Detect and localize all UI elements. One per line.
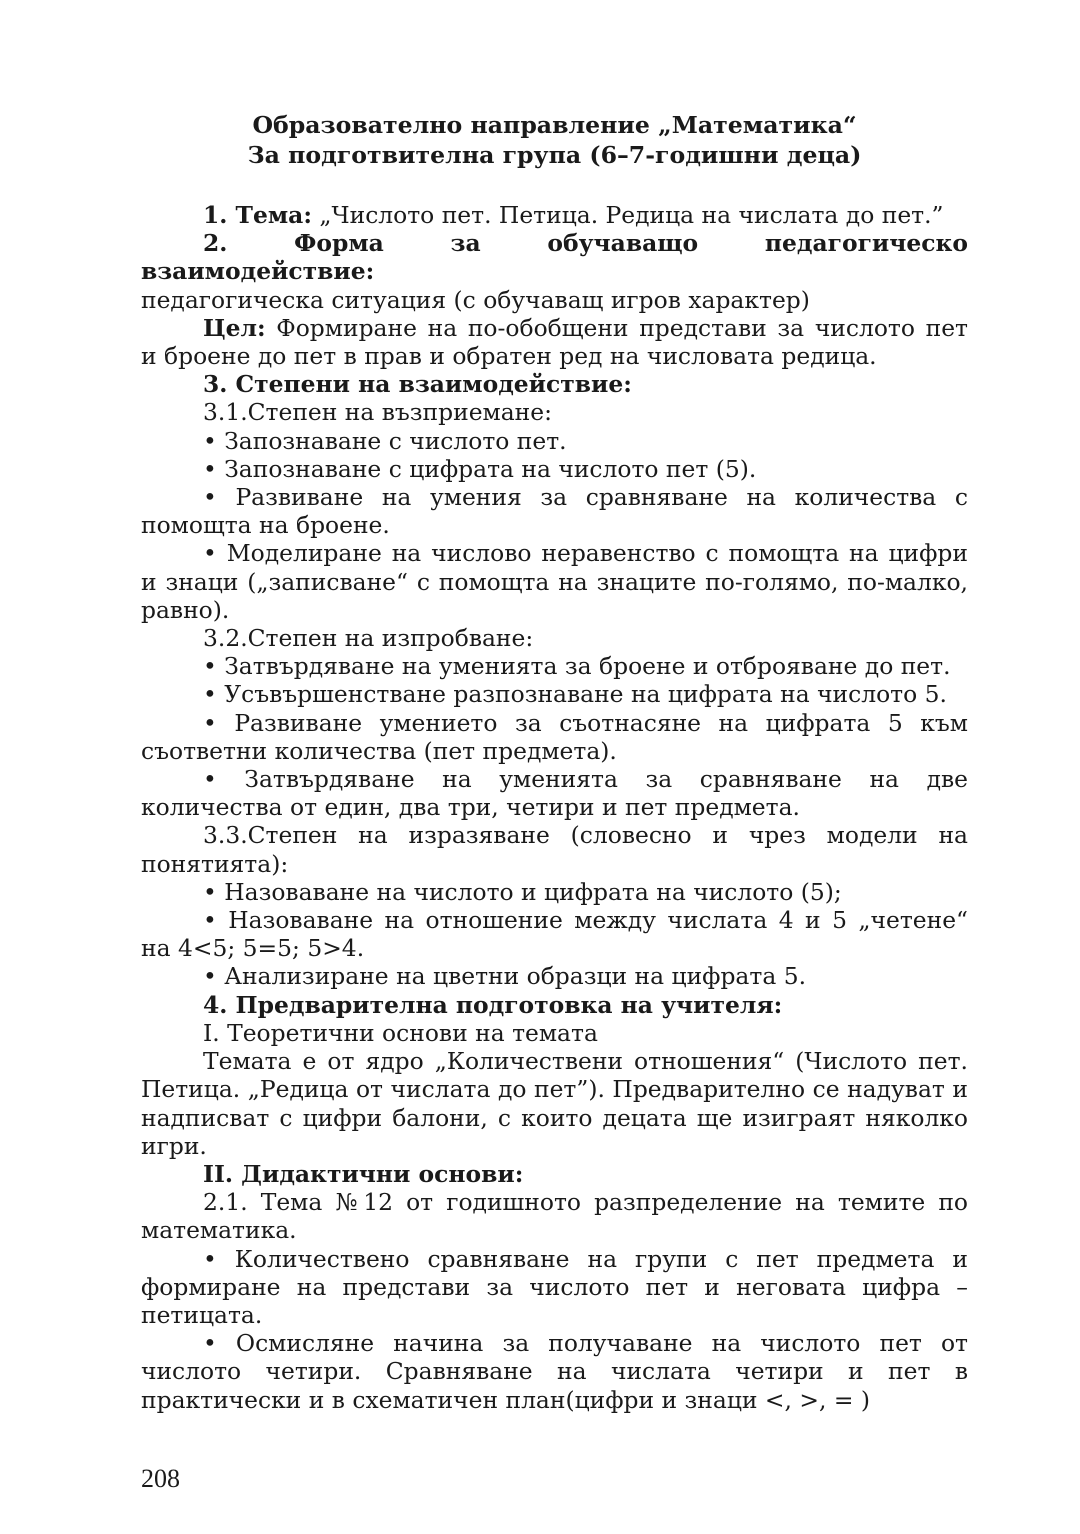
topic-paragraph: [141, 201, 968, 229]
form-label: 2. Форма за обучаващо педагогическо взаимодействие:: [141, 229, 968, 286]
bullet-item: • Развиване на умения за сравняване на количества с помощта на броене.: [141, 483, 968, 540]
preparation-label: 4. Предварителна подготовка на учителя:: [203, 990, 783, 1019]
bullet-item: • Развиване умението за съотнасяне на цифрата 5 към съответни количества (пет предмета).: [141, 708, 968, 765]
goal-text: Формиране на по-обобщени представи за числото пет и броене до пет в прав и обратен ред на числовата редица.: [141, 313, 968, 371]
theory-text: Темата е от ядро „Количествени отношения“ (Числото пет. Петица. „Редица от числата до пет”). Предварително се надуват и надписват с цифри балони, с които децата ще изиграят няколко игри.: [141, 1047, 968, 1160]
goal-paragraph: [141, 314, 968, 370]
stage-3-2: 3.2.Степен на изпробване:: [203, 624, 534, 653]
document-page: [141, 110, 968, 1414]
topic-label: 1. Тема:: [203, 201, 312, 229]
topic-text: „Числото пет. Петица. Редица на числата до пет.”: [311, 201, 944, 229]
form-text: педагогическа ситуация (с обучаващ игров характер): [141, 285, 810, 314]
bullet-item: • Затвърдяване на уменията за броене и отброяване до пет.: [203, 652, 951, 681]
bullet-item: • Запознаване с числото пет.: [203, 426, 567, 455]
bullet-item: • Назоваване на отношение между числата 4 и 5 „четене“ на 4<5; 5=5; 5>4.: [141, 906, 968, 963]
stages-label-paragraph: [141, 370, 968, 398]
goal-label: Цел:: [203, 313, 266, 342]
didactic-item: 2.1. Тема №12 от годишното разпределение на темите по математика.: [141, 1188, 968, 1245]
preparation-label-paragraph: [141, 991, 968, 1019]
document-heading: [141, 110, 968, 170]
didactic-label: II. Дидактични основи:: [203, 1159, 524, 1188]
bullet-item: • Назоваване на числото и цифрата на числото (5);: [203, 877, 842, 906]
didactic-label-paragraph: [141, 1160, 968, 1188]
bullet-item: • Анализиране на цветни образци на цифрата 5.: [203, 962, 807, 991]
stage-3-3: 3.3.Степен на изразяване (словесно и чрез модели на понятията):: [141, 821, 968, 878]
bullet-item: • Усъвършенстване разпознаване на цифрата на числото 5.: [203, 680, 947, 709]
theory-heading: I. Теоретични основи на темата: [203, 1018, 598, 1047]
stages-label: 3. Степени на взаимодействие:: [203, 370, 632, 399]
page-number: 208: [141, 1464, 180, 1493]
bullet-item: • Моделиране на числово неравенство с помощта на цифри и знаци („записване“ с помощта на знаците по-голямо, по-малко, равно).: [141, 539, 968, 624]
bullet-item: • Запознаване с цифрата на числото пет (5).: [203, 454, 757, 483]
form-label-paragraph: [141, 229, 968, 285]
bullet-item: • Затвърдяване на уменията за сравняване на две количества от един, два три, четири и пет предмета.: [141, 765, 968, 822]
bullet-item: • Осмисляне начина за получаване на числото пет от числото четири. Сравняване на числата четири и пет в практически и в схематичен план(цифри и знаци <, >, = ): [141, 1329, 968, 1414]
heading-line-1: Образователно направление „Математика“: [252, 111, 857, 139]
bullet-item: • Количествено сравняване на групи с пет предмета и формиране на представи за числото пет и неговата цифра – петицата.: [141, 1244, 968, 1329]
heading-line-2: За подготвителна група (6–7-годишни деца): [247, 141, 862, 169]
stage-3-1: 3.1.Степен на възприемане:: [203, 398, 552, 427]
